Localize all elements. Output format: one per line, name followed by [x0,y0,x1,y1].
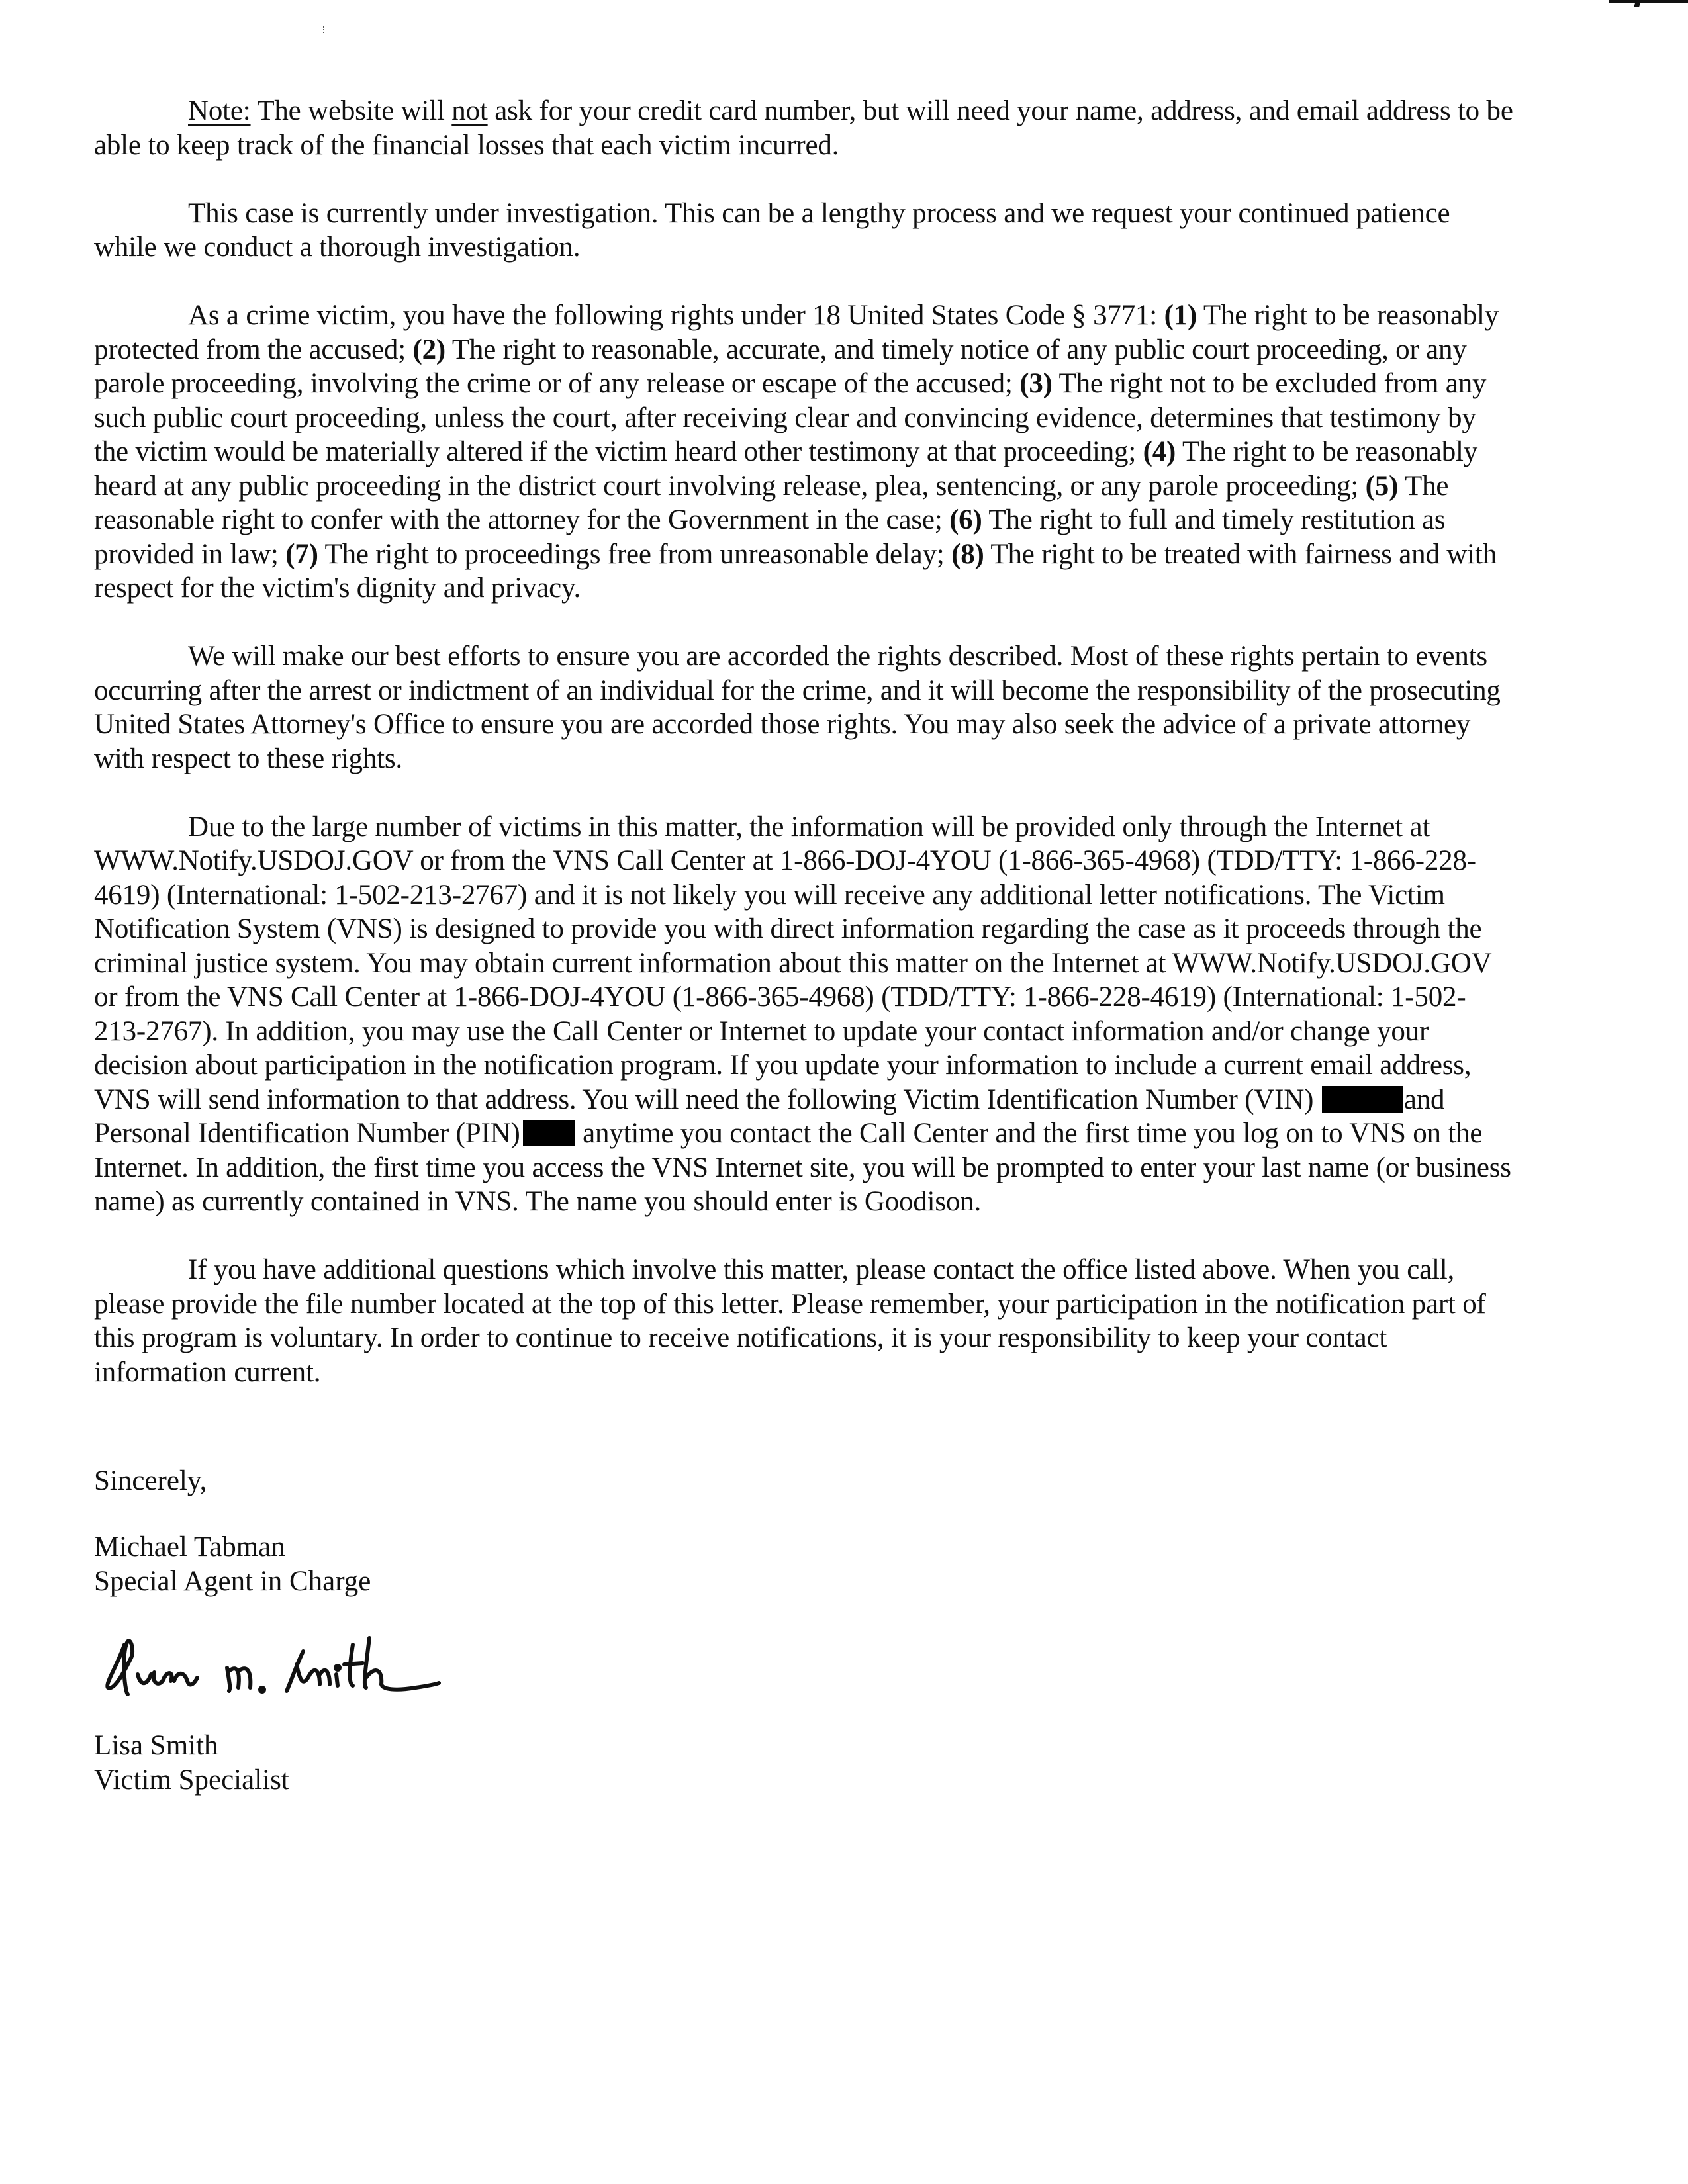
note-text: The website will [250,95,452,126]
right-text: The right to be treated with fairness and with respect for the victim's dignity and privacy. [94,538,1497,604]
right-number: (5) [1365,470,1399,502]
right-number: (6) [949,504,982,535]
rights-paragraph [94,298,1517,606]
signer-block-2 [94,1729,289,1797]
signer-name: Michael Tabman [94,1531,285,1563]
right-text: The reasonable right to confer with the attorney for the Government in the case; [94,470,1449,535]
right-text: The right not to be excluded from any such public court proceeding, unless the court, after receiving clear and convincing evidence, determines that testimony by the victim would be materially altered if the victim heard other testimony at that proceeding; [94,368,1487,467]
right-number: (8) [951,538,984,570]
right-text: The right to be reasonably protected from the accused; [94,300,1499,365]
vns-text: anytime you contact the Call Center and the first time you log on to VNS on the Internet. In addition, the first time you access the VNS Internet site, you will be prompted to enter your last name (or business name) as currently contained in VNS. The name you should enter is Goodison. [94,1118,1511,1217]
right-number: (2) [412,334,446,365]
signer-block-1 [94,1530,371,1598]
vns-text: and Personal Identification Number (PIN) [94,1083,1445,1149]
right-text: The right to reasonable, accurate, and timely notice of any public court proceeding, or any parole proceeding, involving the crime or of any release or escape of the accused; [94,334,1467,399]
closing: Sincerely, [94,1465,207,1496]
questions-paragraph: If you have additional questions which involve this matter, please contact the office listed above. When you call, please provide the file number located at the top of this letter. Please remember, your participation in the notification part of this program is voluntary. In order to continue to receive notifications, it is your responsibility to keep your contact information current. [94,1254,1486,1388]
signer-title: Special Agent in Charge [94,1565,371,1597]
vns-paragraph [94,810,1517,1219]
note-text: ask for your credit card number, but will need your name, address, and email address to be able to keep track of the financial losses that each victim incurred. [94,95,1513,161]
right-number: (7) [285,538,318,570]
note-emphasis: not [451,95,488,126]
vin-redaction [1322,1086,1403,1113]
right-number: (4) [1143,436,1176,467]
vns-text: Due to the large number of victims in this matter, the information will be provided only through the Internet at WWW.Notify.USDOJ.GOV or from the VNS Call Center at 1-866-DOJ-4YOU (1-866-365-4968) (TDD/TTY: 1-866-228-4619) (International: 1-502-213-2767) and it is not likely you will receive any additional letter notifications. The Victim Notification System (VNS) is designed to provide you with direct information regarding the case as it proceeds through the criminal justice system. You may obtain current information about this matter on the Internet at WWW.Notify.USDOJ.GOV or from the VNS Call Center at 1-866-DOJ-4YOU (1-866-365-4968) (TDD/TTY: 1-866-228-4619) (International: 1-502-213-2767). In addition, you may use the Call Center or Internet to update your contact information and/or change your decision about participation in the notification program. If you update your information to include a current email address, VNS will send information to that address. You will need the following Victim Identification Number (VIN) [94,811,1491,1115]
scan-artifact [1609,0,1688,3]
rights-intro: As a crime victim, you have the following rights under 18 United States Code § 3771: [188,300,1164,331]
right-text: The right to full and timely restitution as provided in law; [94,504,1446,570]
letter-body [94,94,1517,1424]
right-number: (1) [1164,300,1197,331]
efforts-paragraph: We will make our best efforts to ensure you are accorded the rights described. Most of these rights pertain to events occurring after the arrest or indictment of an individual for the crime, and it will become the responsibility of the prosecuting United States Attorney's Office to ensure you are accorded those rights. You may also seek the advice of a private attorney with respect to these rights. [94,641,1501,774]
right-text: The right to proceedings free from unreasonable delay; [318,538,952,570]
signer-title: Victim Specialist [94,1764,289,1796]
scan-speck [323,26,328,33]
note-paragraph [94,94,1517,162]
handwritten-signature [98,1625,442,1704]
scan-artifact [1634,0,1642,7]
signer-name: Lisa Smith [94,1730,218,1761]
investigation-paragraph: This case is currently under investigation. This can be a lengthy process and we request your continued patience while we conduct a thorough investigation. [94,197,1450,263]
right-number: (3) [1019,368,1053,399]
right-text: The right to be reasonably heard at any public proceeding in the district court involving release, plea, sentencing, or any parole proceeding; [94,436,1478,502]
pin-redaction [523,1120,575,1146]
note-label: Note: [188,95,251,126]
